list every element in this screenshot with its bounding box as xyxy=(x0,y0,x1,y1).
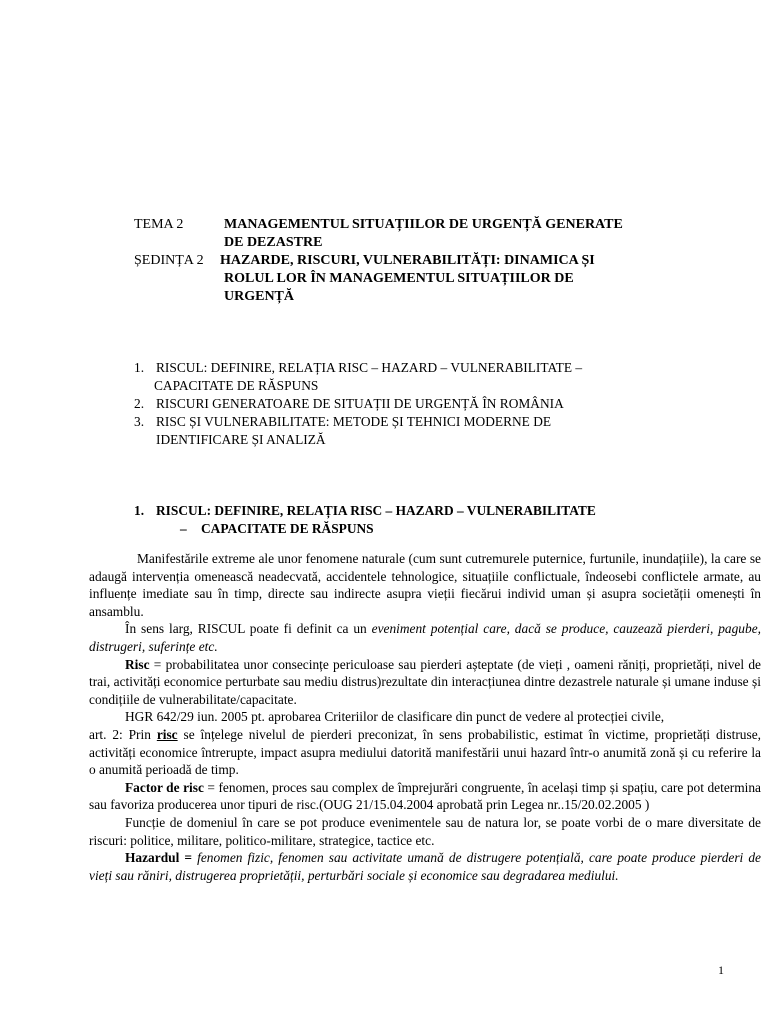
paragraph-hazard xyxy=(89,849,761,884)
toc-item-3-number: 3. xyxy=(134,414,145,429)
sedinta-title-line-3: URGENȚĂ xyxy=(224,289,295,304)
hazard-term: Hazardul = xyxy=(125,850,198,866)
toc-item-1-number: 1. xyxy=(134,360,145,375)
risk-term: Risc xyxy=(125,656,150,672)
risk-broad-definition: eveniment potențial care, dacă se produce, cauzează pierderi, pagube, distrugeri, suferințe etc. xyxy=(89,621,761,654)
section-title-line-1: RISCUL: DEFINIRE, RELAȚIA RISC – HAZARD – VULNERABILITATE xyxy=(156,503,596,518)
toc-item-2-number: 2. xyxy=(134,396,145,411)
tema-label: TEMA 2 xyxy=(134,217,184,232)
art2-lead: art. 2: Prin xyxy=(89,726,157,742)
toc-item-3-line-2: IDENTIFICARE ȘI ANALIZĂ xyxy=(156,432,326,447)
paragraph-intro: Manifestările extreme ale unor fenomene naturale (cum sunt cutremurele puternice, furtunile, inundațiile), la care se adaugă intervenția omenească neadecvată, accidentele tehnologice, situațiile conflictuale, îndeosebi conflictele armate, au influențe imediate sau în timp, directe sau indirecte asupra vieții fiecărui individ uman și asupra societății omenești în ansamblu. xyxy=(89,551,761,619)
risk-factor-definition: = fenomen, proces sau complex de împrejurări congruente, în același timp și spațiu, care pot determina sau favoriza producerea unor tipuri de risc.(OUG 21/15.04.2004 aprobată prin Legea nr..15/20.02.2005 ) xyxy=(89,779,761,813)
toc-item-1-line-2: CAPACITATE DE RĂSPUNS xyxy=(154,378,319,393)
paragraph-risk-domains: Funcție de domeniul în care se pot produce evenimentele sau de natura lor, se poate vorbi de o mare diversitate de riscuri: politice, militare, politico-militare, strategice, tactice etc. xyxy=(89,814,761,848)
section-title-line-2: CAPACITATE DE RĂSPUNS xyxy=(201,521,374,536)
tema-title-line-2: DE DEZASTRE xyxy=(224,235,323,250)
paragraph-art2 xyxy=(89,726,761,779)
toc-item-2-line-1: RISCURI GENERATOARE DE SITUAȚII DE URGENȚĂ ÎN ROMÂNIA xyxy=(156,396,564,411)
paragraph-risk-broad xyxy=(89,620,761,655)
risk-broad-lead: În sens larg, RISCUL poate fi definit ca un xyxy=(125,621,372,637)
section-number: 1. xyxy=(134,503,145,518)
risk-definition: = probabilitatea unor consecințe periculoase sau pierderi așteptate (de vieți , oameni răniți, proprietăți, nivel de trai, activități economice perturbate sau mediu distrus)rezultate din interacțiunea dintre dezastrele naturale și umane induse și condițiile de vulnerabilitate/capacitate. xyxy=(89,656,761,707)
tema-title-line-1: MANAGEMENTUL SITUAȚIILOR DE URGENȚĂ GENERATE xyxy=(224,217,623,232)
risk-factor-term: Factor de risc xyxy=(125,779,204,795)
section-dash: – xyxy=(180,521,187,536)
hazard-definition: fenomen fizic, fenomen sau activitate umană de distrugere potențială, care poate produce pierderi de vieți sau răniri, distrugerea proprietății, perturbări sociale și economice sau degradarea mediului. xyxy=(89,850,761,883)
sedinta-title-line-1: HAZARDE, RISCURI, VULNERABILITĂȚI: DINAMICA ȘI xyxy=(220,253,595,268)
sedinta-label: ȘEDINȚA 2 xyxy=(134,253,204,268)
paragraph-hgr: HGR 642/29 iun. 2005 pt. aprobarea Criteriilor de clasificare din punct de vedere al protecției civile, xyxy=(125,709,665,725)
art2-risk-term: risc xyxy=(156,726,178,742)
paragraph-risk-definition xyxy=(89,656,761,709)
toc-item-1-line-1: RISCUL: DEFINIRE, RELAȚIA RISC – HAZARD – VULNERABILITATE – xyxy=(156,360,583,375)
art2-definition: se înțelege nivelul de pierderi preconizat, în sens probabilistic, estimat în victime, proprietăți distruse, activități economice întrerupte, impact asupra mediului datorită manifestării unui hazard într-o anumită zonă și cu referire la o anumită perioadă de timp. xyxy=(89,726,761,778)
paragraph-risk-factor xyxy=(89,779,761,814)
toc-item-3-line-1: RISC ȘI VULNERABILITATE: METODE ȘI TEHNICI MODERNE DE xyxy=(156,414,552,429)
page-number: 1 xyxy=(718,963,724,977)
sedinta-title-line-2: ROLUL LOR ÎN MANAGEMENTUL SITUAȚIILOR DE xyxy=(224,271,574,286)
body-text xyxy=(89,550,761,884)
